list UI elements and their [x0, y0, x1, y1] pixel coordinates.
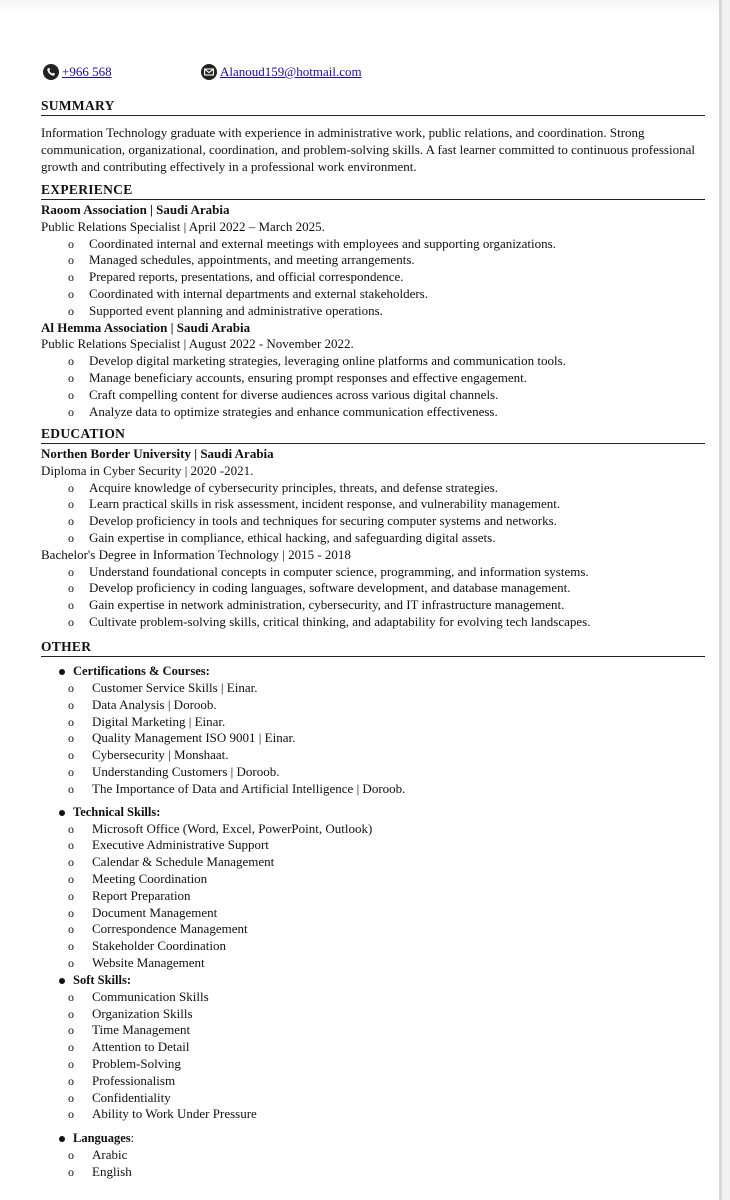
- list-item: o Gain expertise in network administration, cybersecurity, and IT infrastructure management.: [41, 597, 705, 614]
- list-item: o Analyze data to optimize strategies and enhance communication effectiveness.: [41, 404, 705, 421]
- list-item: o Cybersecurity | Monshaat.: [41, 747, 705, 764]
- list-item: o Arabic: [41, 1147, 705, 1164]
- list-item: o Report Preparation: [41, 888, 705, 905]
- list-item: o Managed schedules, appointments, and meeting arrangements.: [41, 252, 705, 269]
- list-item: o Learn practical skills in risk assessment, incident response, and vulnerability management.: [41, 496, 705, 513]
- list-item: o Coordinated internal and external meetings with employees and supporting organizations.: [41, 236, 705, 253]
- list-item: o Quality Management ISO 9001 | Einar.: [41, 730, 705, 747]
- list-item: o Document Management: [41, 905, 705, 922]
- list-item: o Calendar & Schedule Management: [41, 854, 705, 871]
- experience-section: [41, 182, 705, 420]
- page-top-shadow: [0, 0, 730, 12]
- list-item: o Gain expertise in compliance, ethical hacking, and safeguarding digital assets.: [41, 530, 705, 547]
- phone-link[interactable]: +966 568: [62, 64, 112, 80]
- list-item: o Problem-Solving: [41, 1056, 705, 1073]
- list-item: o Prepared reports, presentations, and official correspondence.: [41, 269, 705, 286]
- job-raoom: [41, 202, 705, 320]
- job-alhemma: [41, 320, 705, 421]
- certifications-list: [41, 680, 705, 798]
- list-item: o Microsoft Office (Word, Excel, PowerPoint, Outlook): [41, 821, 705, 838]
- list-item: o Digital Marketing | Einar.: [41, 714, 705, 731]
- other-heading: OTHER: [41, 639, 705, 657]
- languages-heading: [41, 1130, 705, 1147]
- degree-bullets: [41, 480, 705, 547]
- degree-title: Diploma in Cyber Security | 2020 -2021.: [41, 462, 254, 478]
- summary-section: [41, 98, 705, 175]
- technical-skills-heading: Technical Skills:: [41, 804, 705, 821]
- list-item: o Supported event planning and administrative operations.: [41, 303, 705, 320]
- list-item: o Acquire knowledge of cybersecurity principles, threats, and defense strategies.: [41, 480, 705, 497]
- list-item: o Craft compelling content for diverse audiences across various digital channels.: [41, 387, 705, 404]
- soft-skills-heading: Soft Skills:: [41, 972, 705, 989]
- email-contact: [201, 63, 362, 80]
- list-item: o Cultivate problem-solving skills, critical thinking, and adaptability for evolving tech landscapes.: [41, 614, 705, 631]
- summary-text: Information Technology graduate with experience in administrative work, public relations, and coordination. Strong communication, organizational, coordination, and problem-solving skills. A fast learner committed to continuous professional growth and contributing effectively in a professional work environment.: [41, 125, 695, 174]
- list-item: o Manage beneficiary accounts, ensuring prompt responses and effective engagement.: [41, 370, 705, 387]
- other-section: [41, 639, 705, 1181]
- list-item: o Organization Skills: [41, 1006, 705, 1023]
- education-organization: Northen Border University | Saudi Arabia: [41, 446, 274, 461]
- page-right-edge: [719, 0, 722, 1200]
- list-item: o Meeting Coordination: [41, 871, 705, 888]
- experience-heading: EXPERIENCE: [41, 182, 705, 200]
- degree-bullets: [41, 564, 705, 631]
- job-role: Public Relations Specialist | April 2022 – March 2025.: [41, 218, 325, 234]
- languages-list: [41, 1147, 705, 1181]
- phone-icon: [43, 64, 59, 80]
- languages-colon: :: [130, 1131, 135, 1146]
- list-item: o Professionalism: [41, 1073, 705, 1090]
- list-item: o Develop proficiency in coding languages, software development, and database management.: [41, 580, 705, 597]
- list-item: o Correspondence Management: [41, 921, 705, 938]
- list-item: o Confidentiality: [41, 1090, 705, 1107]
- education-heading: EDUCATION: [41, 426, 705, 444]
- list-item: o Executive Administrative Support: [41, 837, 705, 854]
- list-item: o Understanding Customers | Doroob.: [41, 764, 705, 781]
- list-item: o Attention to Detail: [41, 1039, 705, 1056]
- list-item: o Coordinated with internal departments and external stakeholders.: [41, 286, 705, 303]
- list-item: o Customer Service Skills | Einar.: [41, 680, 705, 697]
- page-right-margin: [722, 0, 730, 1200]
- job-bullets: [41, 236, 705, 320]
- email-link[interactable]: Alanoud159@hotmail.com: [220, 64, 362, 80]
- certifications-heading: Certifications & Courses:: [41, 663, 705, 680]
- list-item: o English: [41, 1164, 705, 1181]
- languages-title: Languages: [73, 1131, 131, 1146]
- job-role: Public Relations Specialist | August 2022 - November 2022.: [41, 336, 354, 352]
- list-item: o Stakeholder Coordination: [41, 938, 705, 955]
- list-item: o Develop digital marketing strategies, leveraging online platforms and communication tools.: [41, 353, 705, 370]
- list-item: o The Importance of Data and Artificial Intelligence | Doroob.: [41, 781, 705, 798]
- phone-contact: [43, 63, 112, 80]
- job-organization: Raoom Association | Saudi Arabia: [41, 202, 230, 217]
- job-organization: Al Hemma Association | Saudi Arabia: [41, 319, 251, 335]
- list-item: o Communication Skills: [41, 989, 705, 1006]
- list-item: o Understand foundational concepts in computer science, programming, and information systems.: [41, 564, 705, 581]
- list-item: o Ability to Work Under Pressure: [41, 1106, 705, 1123]
- education-section: [41, 426, 705, 631]
- job-bullets: [41, 353, 705, 420]
- list-item: o Time Management: [41, 1022, 705, 1039]
- technical-skills-list: [41, 821, 705, 972]
- soft-skills-list: [41, 989, 705, 1123]
- summary-heading: SUMMARY: [41, 98, 705, 116]
- envelope-icon: [201, 64, 217, 80]
- degree-title: Bachelor's Degree in Information Technology | 2015 - 2018: [41, 546, 351, 562]
- list-item: o Develop proficiency in tools and techniques for securing computer systems and networks.: [41, 513, 705, 530]
- list-item: o Data Analysis | Doroob.: [41, 697, 705, 714]
- list-item: o Website Management: [41, 955, 705, 972]
